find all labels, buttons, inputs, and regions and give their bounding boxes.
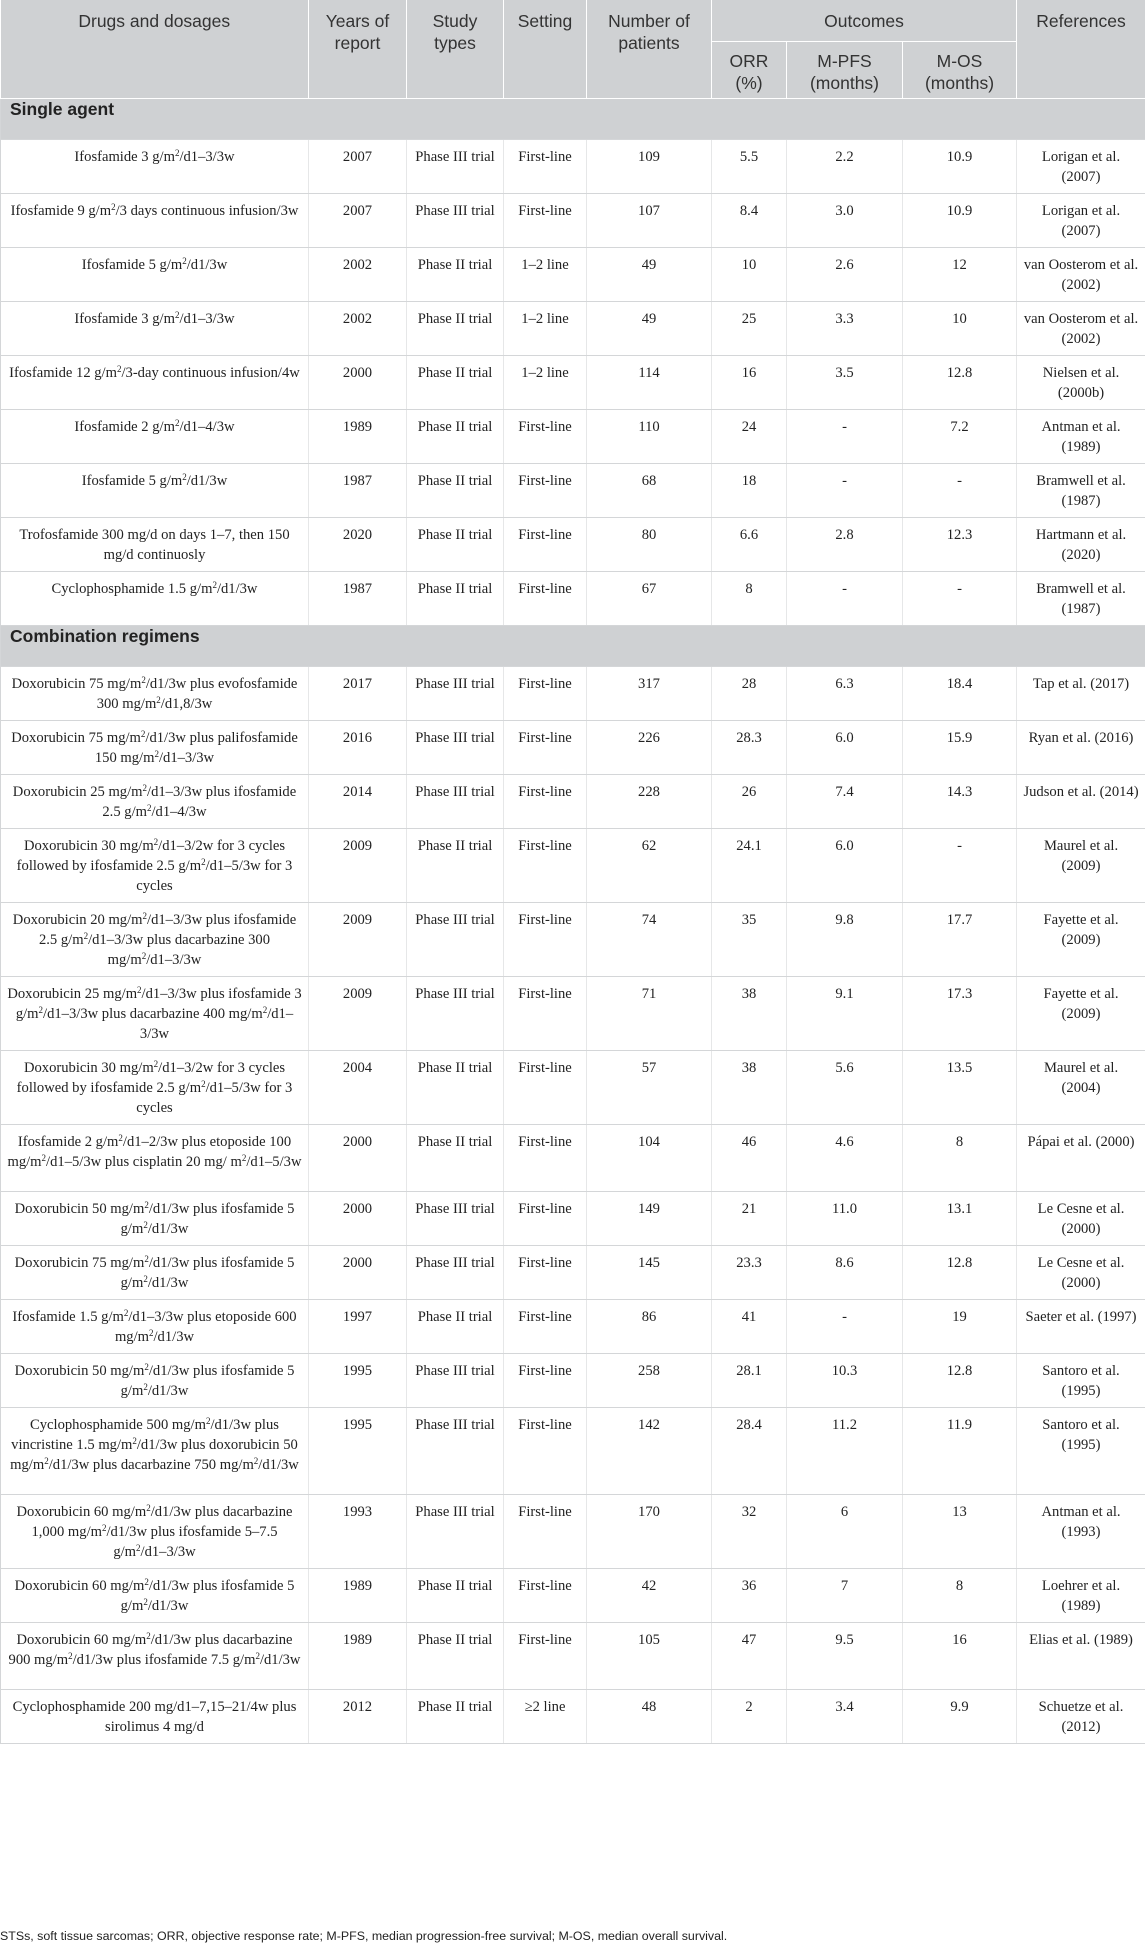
cell-year: 2007 [309, 194, 407, 248]
cell-setting: First-line [504, 572, 587, 626]
cell-drug: Trofosfamide 300 mg/d on days 1–7, then 150 mg/d continuosly [1, 518, 309, 572]
cell-drug: Ifosfamide 1.5 $g/m^2/d1-3/3w$ plus etoposide 600 $mg/m^2/d1/3w$ [1, 1300, 309, 1354]
cell-study: Phase III trial [407, 775, 504, 829]
cell-study: Phase II trial [407, 1300, 504, 1354]
cell-orr: 32 [712, 1495, 787, 1569]
cell-orr: 25 [712, 302, 787, 356]
cell-study: Phase II trial [407, 356, 504, 410]
cell-study: Phase III trial [407, 194, 504, 248]
table-row [1, 1192, 1145, 1246]
cell-patients: 145 [587, 1246, 712, 1300]
cell-mpfs: 3.5 [787, 356, 903, 410]
cell-orr: 16 [712, 356, 787, 410]
cell-mos: - [903, 829, 1017, 903]
cell-drug: Ifosfamide 2 $g/m^2/d1-2/3w$ plus etoposide 100 $mg/m^2/d1-5/3w$ plus cisplatin 20 mg/ $m^2/d1-5/3w$ [1, 1125, 309, 1192]
cell-mos: 18.4 [903, 667, 1017, 721]
cell-ref: Lorigan et al. (2007) [1017, 140, 1145, 194]
header-orr: ORR (%) [712, 42, 787, 99]
cell-mpfs: 2.6 [787, 248, 903, 302]
cell-year: 2000 [309, 1125, 407, 1192]
cell-mpfs: 9.8 [787, 903, 903, 977]
cell-study: Phase II trial [407, 829, 504, 903]
cell-setting: First-line [504, 518, 587, 572]
cell-mos: - [903, 464, 1017, 518]
cell-drug: Ifosfamide 2 $g/m^2/d1-4/3w$ [1, 410, 309, 464]
cell-drug: Doxorubicin 30 $mg/m^2/d1-3/2w$ for 3 cycles followed by ifosfamide 2.5 $g/m^2/d1-5/3w$ for 3 cycles [1, 1051, 309, 1125]
cell-mpfs: - [787, 410, 903, 464]
table-row [1, 1569, 1145, 1623]
cell-patients: 57 [587, 1051, 712, 1125]
cell-setting: First-line [504, 775, 587, 829]
cell-orr: 2 [712, 1690, 787, 1744]
cell-ref: Antman et al. (1993) [1017, 1495, 1145, 1569]
cell-mos: 12.8 [903, 1354, 1017, 1408]
cell-mpfs: 6.0 [787, 721, 903, 775]
section-title: Combination regimens [1, 626, 1145, 667]
cell-drug: Doxorubicin 20 $mg/m^2/d1-3/3w$ plus ifosfamide 2.5 $g/m^2/d1-3/3w$ plus dacarbazine 300 $mg/m^2/d1-3/3w$ [1, 903, 309, 977]
cell-orr: 38 [712, 977, 787, 1051]
cell-patients: 110 [587, 410, 712, 464]
cell-year: 2000 [309, 356, 407, 410]
cell-setting: First-line [504, 1300, 587, 1354]
cell-drug: Doxorubicin 75 $mg/m^2/d1/3w$ plus palifosfamide 150 $mg/m^2/d1-3/3w$ [1, 721, 309, 775]
cell-drug: Ifosfamide 5 $g/m^2/d1/3w$ [1, 464, 309, 518]
cell-year: 2009 [309, 903, 407, 977]
cell-patients: 49 [587, 248, 712, 302]
cell-study: Phase III trial [407, 903, 504, 977]
header-mos: M-OS (months) [903, 42, 1017, 99]
cell-study: Phase II trial [407, 1051, 504, 1125]
cell-mos: 17.7 [903, 903, 1017, 977]
cell-drug: Doxorubicin 25 $mg/m^2/d1-3/3w$ plus ifosfamide 2.5 $g/m^2/d1-4/3w$ [1, 775, 309, 829]
cell-orr: 24.1 [712, 829, 787, 903]
cell-study: Phase III trial [407, 1192, 504, 1246]
cell-drug: Ifosfamide 3 $g/m^2/d1-3/3w$ [1, 302, 309, 356]
cell-study: Phase III trial [407, 1495, 504, 1569]
cell-mpfs: 2.8 [787, 518, 903, 572]
cell-mos: 15.9 [903, 721, 1017, 775]
section-header [1, 626, 1145, 667]
cell-setting: First-line [504, 1354, 587, 1408]
cell-ref: Ryan et al. (2016) [1017, 721, 1145, 775]
cell-year: 1995 [309, 1408, 407, 1495]
cell-study: Phase III trial [407, 1246, 504, 1300]
cell-mpfs: 9.5 [787, 1623, 903, 1690]
cell-orr: 10 [712, 248, 787, 302]
table-row [1, 1125, 1145, 1192]
cell-mpfs: - [787, 572, 903, 626]
cell-patients: 80 [587, 518, 712, 572]
cell-setting: First-line [504, 1623, 587, 1690]
cell-setting: First-line [504, 1051, 587, 1125]
cell-setting: First-line [504, 1192, 587, 1246]
cell-patients: 67 [587, 572, 712, 626]
table-row [1, 1690, 1145, 1744]
table-row [1, 1051, 1145, 1125]
cell-orr: 28.3 [712, 721, 787, 775]
cell-setting: First-line [504, 410, 587, 464]
cell-ref: van Oosterom et al. (2002) [1017, 248, 1145, 302]
cell-mpfs: 7 [787, 1569, 903, 1623]
cell-study: Phase II trial [407, 1569, 504, 1623]
section-title: Single agent [1, 99, 1145, 140]
cell-mpfs: 6.3 [787, 667, 903, 721]
cell-orr: 6.6 [712, 518, 787, 572]
table-row [1, 667, 1145, 721]
cell-setting: 1–2 line [504, 356, 587, 410]
cell-orr: 38 [712, 1051, 787, 1125]
cell-year: 2014 [309, 775, 407, 829]
cell-study: Phase II trial [407, 1623, 504, 1690]
cell-setting: First-line [504, 977, 587, 1051]
cell-drug: Doxorubicin 25 $mg/m^2/d1-3/3w$ plus ifosfamide 3 $g/m^2/d1-3/3w$ plus dacarbazine 400 $mg/m^2/d1-3/3w$ [1, 977, 309, 1051]
cell-ref: Le Cesne et al. (2000) [1017, 1246, 1145, 1300]
cell-year: 2020 [309, 518, 407, 572]
cell-study: Phase III trial [407, 667, 504, 721]
table-row [1, 1408, 1145, 1495]
cell-mos: 14.3 [903, 775, 1017, 829]
cell-mos: 19 [903, 1300, 1017, 1354]
cell-patients: 49 [587, 302, 712, 356]
cell-mos: 7.2 [903, 410, 1017, 464]
cell-study: Phase III trial [407, 977, 504, 1051]
cell-mos: 12.8 [903, 356, 1017, 410]
cell-orr: 47 [712, 1623, 787, 1690]
cell-year: 2007 [309, 140, 407, 194]
cell-study: Phase III trial [407, 140, 504, 194]
cell-drug: Ifosfamide 3 $g/m^2/d1-3/3w$ [1, 140, 309, 194]
cell-drug: Doxorubicin 50 $mg/m^2/d1/3w$ plus ifosfamide 5 $g/m^2/d1/3w$ [1, 1192, 309, 1246]
table-row [1, 356, 1145, 410]
cell-ref: Judson et al. (2014) [1017, 775, 1145, 829]
cell-ref: van Oosterom et al. (2002) [1017, 302, 1145, 356]
cell-ref: Bramwell et al. (1987) [1017, 464, 1145, 518]
cell-study: Phase II trial [407, 572, 504, 626]
cell-study: Phase II trial [407, 302, 504, 356]
table-row [1, 977, 1145, 1051]
cell-orr: 36 [712, 1569, 787, 1623]
cell-drug: Cyclophosphamide 1.5 $g/m^2/d1/3w$ [1, 572, 309, 626]
cell-patients: 107 [587, 194, 712, 248]
cell-setting: First-line [504, 140, 587, 194]
cell-drug: Ifosfamide 9 $g/m^2/3$ days continuous infusion/3w [1, 194, 309, 248]
cell-ref: Pápai et al. (2000) [1017, 1125, 1145, 1192]
cell-patients: 86 [587, 1300, 712, 1354]
cell-setting: First-line [504, 721, 587, 775]
cell-mpfs: 10.3 [787, 1354, 903, 1408]
cell-mpfs: 3.3 [787, 302, 903, 356]
cell-setting: First-line [504, 1495, 587, 1569]
table-row [1, 1246, 1145, 1300]
cell-study: Phase II trial [407, 410, 504, 464]
cell-mpfs: 3.4 [787, 1690, 903, 1744]
cell-year: 1989 [309, 410, 407, 464]
cell-ref: Fayette et al. (2009) [1017, 903, 1145, 977]
cell-year: 2002 [309, 302, 407, 356]
cell-setting: ≥2 line [504, 1690, 587, 1744]
table-row [1, 572, 1145, 626]
cell-patients: 170 [587, 1495, 712, 1569]
cell-orr: 35 [712, 903, 787, 977]
table-row [1, 518, 1145, 572]
cell-year: 2004 [309, 1051, 407, 1125]
table-body [1, 99, 1145, 1744]
cell-patients: 71 [587, 977, 712, 1051]
cell-ref: Tap et al. (2017) [1017, 667, 1145, 721]
cell-drug: Doxorubicin 50 $mg/m^2/d1/3w$ plus ifosfamide 5 $g/m^2/d1/3w$ [1, 1354, 309, 1408]
cell-mos: 9.9 [903, 1690, 1017, 1744]
cell-mos: 17.3 [903, 977, 1017, 1051]
cell-year: 1989 [309, 1623, 407, 1690]
cell-setting: First-line [504, 1125, 587, 1192]
cell-study: Phase II trial [407, 518, 504, 572]
cell-study: Phase II trial [407, 248, 504, 302]
cell-setting: First-line [504, 829, 587, 903]
cell-patients: 228 [587, 775, 712, 829]
cell-study: Phase II trial [407, 464, 504, 518]
cell-year: 2000 [309, 1192, 407, 1246]
cell-year: 2000 [309, 1246, 407, 1300]
cell-mpfs: 6.0 [787, 829, 903, 903]
table-row [1, 464, 1145, 518]
cell-patients: 62 [587, 829, 712, 903]
cell-mos: 16 [903, 1623, 1017, 1690]
cell-year: 2002 [309, 248, 407, 302]
cell-ref: Schuetze et al. (2012) [1017, 1690, 1145, 1744]
cell-patients: 68 [587, 464, 712, 518]
cell-orr: 8.4 [712, 194, 787, 248]
cell-mpfs: 9.1 [787, 977, 903, 1051]
cell-ref: Bramwell et al. (1987) [1017, 572, 1145, 626]
cell-mos: 13 [903, 1495, 1017, 1569]
cell-study: Phase III trial [407, 721, 504, 775]
cell-mpfs: 6 [787, 1495, 903, 1569]
cell-drug: Doxorubicin 60 $mg/m^2/d1/3w$ plus dacarbazine 1,000 $mg/m^2/d1/3w$ plus ifosfamide 5–7.5 $g/m^2/d1-3/3w$ [1, 1495, 309, 1569]
cell-setting: 1–2 line [504, 302, 587, 356]
cell-drug: Cyclophosphamide 500 $mg/m^2/d1/3w$ plus vincristine 1.5 $mg/m^2/d1/3w$ plus doxorubicin 50 $mg/m^2/d1/3w$ plus dacarbazine 750 $mg/m^2/d1/3w$ [1, 1408, 309, 1495]
table-row [1, 140, 1145, 194]
header-references: References [1017, 0, 1145, 99]
cell-mpfs: 7.4 [787, 775, 903, 829]
cell-mpfs: - [787, 1300, 903, 1354]
table-header [1, 0, 1145, 99]
cell-ref: Saeter et al. (1997) [1017, 1300, 1145, 1354]
cell-patients: 226 [587, 721, 712, 775]
cell-ref: Maurel et al. (2009) [1017, 829, 1145, 903]
table-row [1, 1354, 1145, 1408]
cell-patients: 109 [587, 140, 712, 194]
table-row [1, 1623, 1145, 1690]
table-row [1, 829, 1145, 903]
header-mpfs: M-PFS (months) [787, 42, 903, 99]
cell-year: 2017 [309, 667, 407, 721]
cell-patients: 104 [587, 1125, 712, 1192]
table-row [1, 302, 1145, 356]
cell-year: 1997 [309, 1300, 407, 1354]
cell-drug: Doxorubicin 75 $mg/m^2/d1/3w$ plus ifosfamide 5 $g/m^2/d1/3w$ [1, 1246, 309, 1300]
cell-mpfs: 11.2 [787, 1408, 903, 1495]
cell-ref: Maurel et al. (2004) [1017, 1051, 1145, 1125]
cell-mpfs: 4.6 [787, 1125, 903, 1192]
cell-study: Phase II trial [407, 1690, 504, 1744]
cell-orr: 21 [712, 1192, 787, 1246]
cell-orr: 26 [712, 775, 787, 829]
cell-year: 1987 [309, 464, 407, 518]
cell-year: 1995 [309, 1354, 407, 1408]
cell-patients: 142 [587, 1408, 712, 1495]
cell-drug: Doxorubicin 30 $mg/m^2/d1-3/2w$ for 3 cycles followed by ifosfamide 2.5 $g/m^2/d1-5/3w$ for 3 cycles [1, 829, 309, 903]
cell-orr: 28.1 [712, 1354, 787, 1408]
cell-year: 2009 [309, 829, 407, 903]
table-row [1, 410, 1145, 464]
cell-mpfs: 2.2 [787, 140, 903, 194]
cell-study: Phase III trial [407, 1354, 504, 1408]
cell-ref: Lorigan et al. (2007) [1017, 194, 1145, 248]
table-row [1, 194, 1145, 248]
cell-ref: Elias et al. (1989) [1017, 1623, 1145, 1690]
cell-mpfs: 8.6 [787, 1246, 903, 1300]
cell-drug: Doxorubicin 60 $mg/m^2/d1/3w$ plus dacarbazine 900 $mg/m^2/d1/3w$ plus ifosfamide 7.5 $g/m^2/d1/3w$ [1, 1623, 309, 1690]
cell-drug: Cyclophosphamide 200 mg/d1–7,15–21/4w plus sirolimus 4 mg/d [1, 1690, 309, 1744]
cell-mos: 8 [903, 1125, 1017, 1192]
header-study-types: Study types [407, 0, 504, 99]
cell-patients: 258 [587, 1354, 712, 1408]
header-drugs: Drugs and dosages [1, 0, 309, 99]
cell-year: 1989 [309, 1569, 407, 1623]
cell-ref: Fayette et al. (2009) [1017, 977, 1145, 1051]
cell-drug: Doxorubicin 75 $mg/m^2/d1/3w$ plus evofosfamide 300 $mg/m^2/d1,8/3w$ [1, 667, 309, 721]
cell-mos: 13.1 [903, 1192, 1017, 1246]
cell-drug: Ifosfamide 12 $g/m^2/3$-day continuous infusion/4w [1, 356, 309, 410]
cell-ref: Le Cesne et al. (2000) [1017, 1192, 1145, 1246]
cell-mos: 12.3 [903, 518, 1017, 572]
table-row [1, 903, 1145, 977]
header-years: Years of report [309, 0, 407, 99]
cell-mos: 10.9 [903, 194, 1017, 248]
cell-year: 2016 [309, 721, 407, 775]
cell-mpfs: 11.0 [787, 1192, 903, 1246]
cell-orr: 28.4 [712, 1408, 787, 1495]
cell-patients: 105 [587, 1623, 712, 1690]
cell-setting: First-line [504, 1569, 587, 1623]
cell-orr: 41 [712, 1300, 787, 1354]
cell-setting: First-line [504, 1408, 587, 1495]
cell-patients: 317 [587, 667, 712, 721]
cell-setting: First-line [504, 464, 587, 518]
cell-drug: Ifosfamide 5 $g/m^2/d1/3w$ [1, 248, 309, 302]
cell-ref: Santoro et al. (1995) [1017, 1408, 1145, 1495]
cell-mos: 10.9 [903, 140, 1017, 194]
table-row [1, 248, 1145, 302]
section-header [1, 99, 1145, 140]
cell-mos: - [903, 572, 1017, 626]
cell-study: Phase II trial [407, 1125, 504, 1192]
cell-mos: 11.9 [903, 1408, 1017, 1495]
header-patients: Number of patients [587, 0, 712, 99]
cell-year: 2012 [309, 1690, 407, 1744]
cell-setting: First-line [504, 194, 587, 248]
cell-mos: 8 [903, 1569, 1017, 1623]
cell-ref: Loehrer et al. (1989) [1017, 1569, 1145, 1623]
cell-year: 1987 [309, 572, 407, 626]
header-outcomes: Outcomes [712, 0, 1017, 42]
cell-patients: 48 [587, 1690, 712, 1744]
cell-year: 2009 [309, 977, 407, 1051]
cell-mpfs: 5.6 [787, 1051, 903, 1125]
cell-orr: 8 [712, 572, 787, 626]
cell-orr: 5.5 [712, 140, 787, 194]
cell-orr: 23.3 [712, 1246, 787, 1300]
table-footnote: STSs, soft tissue sarcomas; ORR, objective response rate; M-PFS, median progression-free survival; M-OS, median overall survival. [0, 1929, 728, 1943]
cell-patients: 149 [587, 1192, 712, 1246]
cell-orr: 28 [712, 667, 787, 721]
cell-ref: Antman et al. (1989) [1017, 410, 1145, 464]
cell-mpfs: 3.0 [787, 194, 903, 248]
cell-ref: Santoro et al. (1995) [1017, 1354, 1145, 1408]
header-setting: Setting [504, 0, 587, 99]
cell-year: 1993 [309, 1495, 407, 1569]
table-row [1, 775, 1145, 829]
table-row [1, 1300, 1145, 1354]
cell-patients: 114 [587, 356, 712, 410]
cell-drug: Doxorubicin 60 $mg/m^2/d1/3w$ plus ifosfamide 5 $g/m^2/d1/3w$ [1, 1569, 309, 1623]
cell-setting: First-line [504, 1246, 587, 1300]
cell-mos: 12 [903, 248, 1017, 302]
cell-mos: 10 [903, 302, 1017, 356]
cell-patients: 42 [587, 1569, 712, 1623]
cell-orr: 46 [712, 1125, 787, 1192]
cell-ref: Hartmann et al. (2020) [1017, 518, 1145, 572]
cell-study: Phase III trial [407, 1408, 504, 1495]
cell-orr: 24 [712, 410, 787, 464]
cell-orr: 18 [712, 464, 787, 518]
cell-ref: Nielsen et al. (2000b) [1017, 356, 1145, 410]
cell-mos: 12.8 [903, 1246, 1017, 1300]
table-row [1, 721, 1145, 775]
cell-mpfs: - [787, 464, 903, 518]
cell-setting: First-line [504, 667, 587, 721]
table-row [1, 1495, 1145, 1569]
cell-setting: First-line [504, 903, 587, 977]
cell-mos: 13.5 [903, 1051, 1017, 1125]
cell-patients: 74 [587, 903, 712, 977]
cell-setting: 1–2 line [504, 248, 587, 302]
